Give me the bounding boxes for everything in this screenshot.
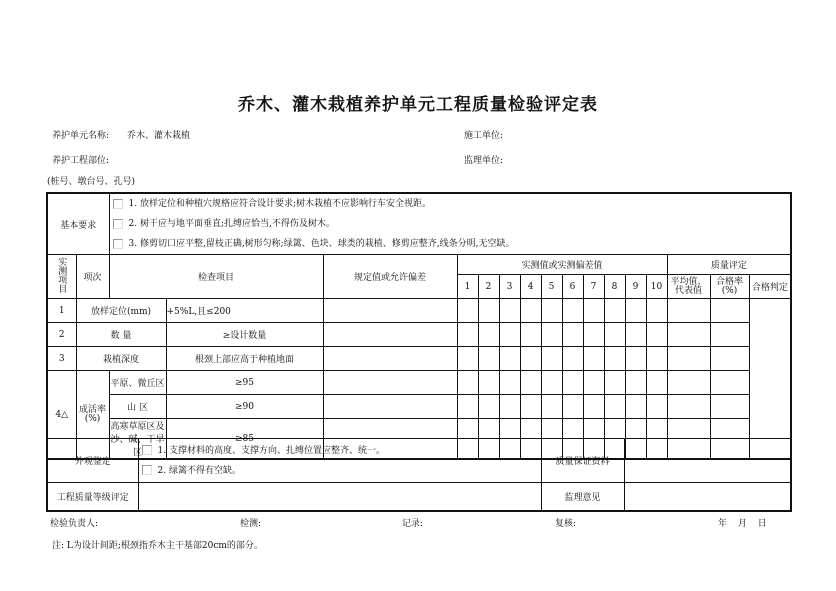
value-cell[interactable] <box>646 347 667 371</box>
col-item: 检查项目 <box>109 255 323 299</box>
page-title: 乔木、灌木栽植养护单元工程质量检验评定表 <box>238 95 598 115</box>
stake-label: (桩号、墩台号、孔号) <box>47 177 136 187</box>
supervisor-label: 监理单位: <box>464 156 504 166</box>
value-cell[interactable] <box>520 371 541 395</box>
value-cell[interactable] <box>710 347 749 371</box>
value-cell[interactable] <box>583 347 604 371</box>
value-cell[interactable] <box>710 395 749 419</box>
date-label: 年 月 日 <box>718 519 767 529</box>
row-no: 3 <box>47 347 76 371</box>
contractor-label: 施工单位: <box>464 131 504 141</box>
value-cell[interactable] <box>646 371 667 395</box>
row-no: 2 <box>47 323 76 347</box>
value-cell[interactable] <box>710 299 749 323</box>
value-cell[interactable] <box>562 323 583 347</box>
value-cell[interactable] <box>520 299 541 323</box>
row-item: 放样定位(mm) <box>76 299 166 323</box>
row-spec: +5%L,且≤200 <box>166 299 323 323</box>
col-quality: 质量评定 <box>667 255 791 275</box>
value-col: 6 <box>562 275 583 299</box>
value-cell[interactable] <box>625 347 646 371</box>
value-cell[interactable] <box>710 323 749 347</box>
value-cell[interactable] <box>323 395 457 419</box>
value-cell[interactable] <box>562 371 583 395</box>
supervision-label: 监理意见 <box>541 483 624 511</box>
value-col: 7 <box>583 275 604 299</box>
row-no: 4△ <box>47 371 76 460</box>
value-col: 8 <box>604 275 625 299</box>
col-no: 项次 <box>76 255 109 299</box>
value-cell[interactable] <box>667 395 710 419</box>
value-cell[interactable] <box>604 395 625 419</box>
value-cell[interactable] <box>520 323 541 347</box>
value-cell[interactable] <box>625 371 646 395</box>
appearance-item-1: 1. 支撑材料的高度、支撑方向、扎缚位置应整齐、统一。 <box>139 441 541 461</box>
value-cell[interactable] <box>667 323 710 347</box>
value-cell[interactable] <box>478 299 499 323</box>
checkbox[interactable] <box>113 239 123 249</box>
value-cell[interactable] <box>457 299 478 323</box>
value-cell[interactable] <box>646 299 667 323</box>
reviewer-label: 复核: <box>555 519 577 529</box>
tester-label: 检测: <box>240 519 262 529</box>
value-cell[interactable] <box>562 299 583 323</box>
value-col: 10 <box>646 275 667 299</box>
survival-rate-label: 成活率(%) <box>76 371 109 460</box>
row-no: 1 <box>47 299 76 323</box>
qa-label: 质量保证资料 <box>541 439 624 483</box>
value-cell[interactable] <box>478 347 499 371</box>
value-col: 2 <box>478 275 499 299</box>
value-cell[interactable] <box>499 299 520 323</box>
value-cell[interactable] <box>457 371 478 395</box>
unit-name-label: 养护单元名称: <box>52 131 110 141</box>
value-cell[interactable] <box>646 323 667 347</box>
table-row <box>47 323 791 347</box>
col-rate: 合格率(%) <box>710 275 749 299</box>
value-cell[interactable] <box>323 371 457 395</box>
row-spec: ≥90 <box>166 395 323 419</box>
value-cell[interactable] <box>667 371 710 395</box>
value-cell[interactable] <box>583 299 604 323</box>
basic-requirements-label: 基本要求 <box>47 193 109 255</box>
basic-item-1: 1. 放样定位和种植穴规格应符合设计要求;树木栽植不应影响行车安全视距。 <box>110 194 791 214</box>
value-cell[interactable] <box>604 299 625 323</box>
unit-name-value: 乔木、灌木栽植 <box>127 131 191 141</box>
value-cell[interactable] <box>323 299 457 323</box>
table-row <box>47 371 791 395</box>
grade-label: 工程质量等级评定 <box>47 483 138 511</box>
table-row <box>47 395 791 419</box>
basic-item-3: 3. 修剪切口应平整,留枝正确,树形匀称;绿篱、色块、球类的栽植、修剪应整齐,线条分明,无空缺。 <box>110 234 791 254</box>
value-cell[interactable] <box>457 395 478 419</box>
grade-field[interactable] <box>138 483 541 511</box>
value-cell[interactable] <box>562 395 583 419</box>
value-cell[interactable] <box>478 371 499 395</box>
value-cell[interactable] <box>604 371 625 395</box>
col-avg: 平均值、代表值 <box>667 275 710 299</box>
value-cell[interactable] <box>499 323 520 347</box>
value-cell[interactable] <box>499 347 520 371</box>
measured-side-label: 实测项目 <box>47 255 76 299</box>
value-cell[interactable] <box>323 347 457 371</box>
row-item: 平原、微丘区 <box>109 371 166 395</box>
value-cell[interactable] <box>583 395 604 419</box>
footnote: 注: L为设计间距;根颈指乔木主干基部20cm的部分。 <box>52 541 263 551</box>
qa-field[interactable] <box>624 439 791 483</box>
value-cell[interactable] <box>604 323 625 347</box>
value-cell[interactable] <box>457 347 478 371</box>
row-spec: ≥85 <box>166 419 323 460</box>
table-row <box>47 299 791 323</box>
basic-item-2: 2. 树干应与地平面垂直;扎缚应恰当,不得伤及树木。 <box>110 214 791 234</box>
row-item: 高寒草原区及沙、碱、干旱区 <box>109 419 166 460</box>
value-cell[interactable] <box>541 347 562 371</box>
value-cell[interactable] <box>583 371 604 395</box>
value-cell[interactable] <box>710 371 749 395</box>
bottom-table <box>46 438 792 512</box>
inspection-table <box>46 192 792 460</box>
value-cell[interactable] <box>520 395 541 419</box>
value-cell[interactable] <box>667 347 710 371</box>
col-judge: 合格判定 <box>749 275 791 299</box>
recorder-label: 记录: <box>402 519 424 529</box>
value-cell[interactable] <box>478 395 499 419</box>
checkbox[interactable] <box>113 219 123 229</box>
value-cell[interactable] <box>667 299 710 323</box>
value-col: 4 <box>520 275 541 299</box>
inspector-label: 检验负责人: <box>50 519 99 529</box>
value-cell[interactable] <box>541 371 562 395</box>
value-col: 5 <box>541 275 562 299</box>
value-cell[interactable] <box>457 323 478 347</box>
row-spec: ≥设计数量 <box>166 323 323 347</box>
value-cell[interactable] <box>646 395 667 419</box>
value-cell[interactable] <box>625 395 646 419</box>
row-spec: 根颈上部应高于种植地面 <box>166 347 323 371</box>
value-cell[interactable] <box>541 395 562 419</box>
value-cell[interactable] <box>604 347 625 371</box>
checkbox[interactable] <box>113 199 123 209</box>
value-cell[interactable] <box>499 371 520 395</box>
value-col: 9 <box>625 275 646 299</box>
part-label: 养护工程部位: <box>52 156 110 166</box>
value-col: 1 <box>457 275 478 299</box>
value-cell[interactable] <box>625 323 646 347</box>
appearance-item-2: 2. 绿篱不得有空缺。 <box>139 461 541 481</box>
row-item: 数 量 <box>76 323 166 347</box>
value-cell[interactable] <box>583 323 604 347</box>
value-cell[interactable] <box>562 347 583 371</box>
value-cell[interactable] <box>541 323 562 347</box>
supervision-field[interactable] <box>624 483 791 511</box>
row-item: 山 区 <box>109 395 166 419</box>
col-values: 实测值或实测偏差值 <box>457 255 667 275</box>
col-spec: 规定值或允许偏差 <box>323 255 457 299</box>
value-col: 3 <box>499 275 520 299</box>
value-cell[interactable] <box>499 395 520 419</box>
value-cell[interactable] <box>625 299 646 323</box>
value-cell[interactable] <box>478 323 499 347</box>
checkbox[interactable] <box>142 445 152 455</box>
table-row <box>47 347 791 371</box>
value-cell[interactable] <box>520 347 541 371</box>
value-cell[interactable] <box>541 299 562 323</box>
appearance-label: 外观鉴定 <box>47 439 138 483</box>
checkbox[interactable] <box>142 465 152 475</box>
value-cell[interactable] <box>323 323 457 347</box>
row-spec: ≥95 <box>166 371 323 395</box>
row-item: 栽植深度 <box>76 347 166 371</box>
